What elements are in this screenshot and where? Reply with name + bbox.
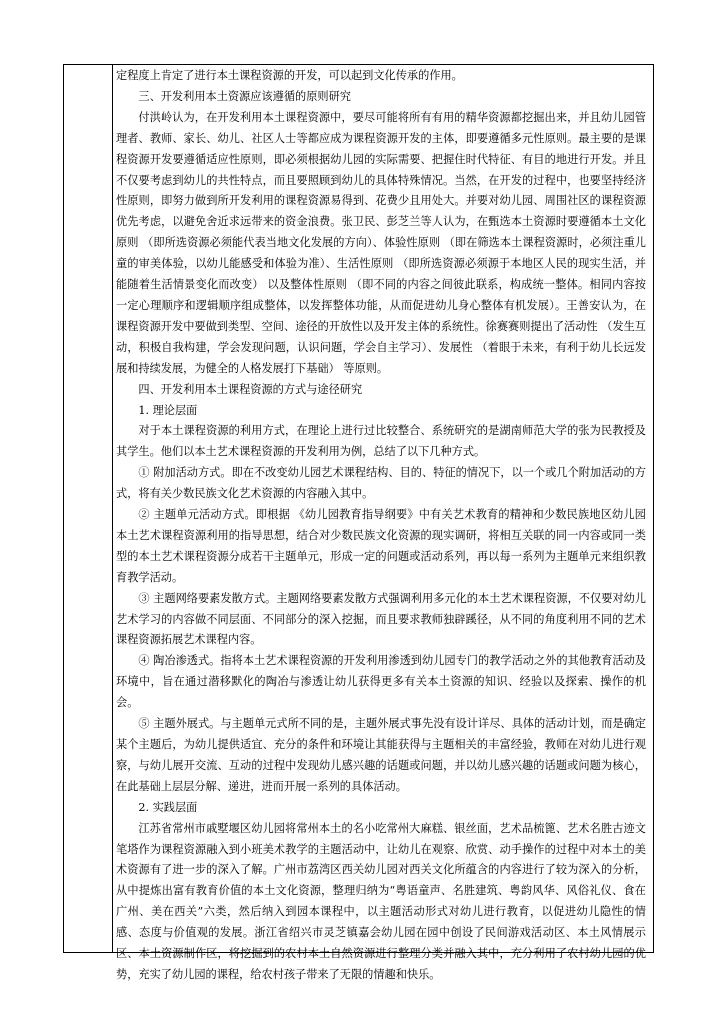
list-item-theme-unit: ② 主题单元活动方式。即根据 《幼儿园教育指导纲要》中有关艺术教育的精神和少数民族地区幼儿园本土艺术课程资源利用的指导思想，结合对少数民族文化资源的现实调研，将相互关联的同一内容或同一类型的本土艺术课程资源分成若干主题单元，形成一定的问题或活动系列，再以每一系列为主题单元来组织教育教学活动。 xyxy=(116,508,646,584)
column-divider xyxy=(112,65,113,952)
paragraph-principles: 付洪岭认为，在开发利用本土课程资源中，要尽可能将所有有用的精华资源都挖掘出来，并且幼儿园管理者、教师、家长、幼儿、社区人士等都应成为课程资源开发的主体，即要遵循多元性原则。最主要的是课程资源开发要遵循适应性原则，即必须根据幼儿园的实际需要、把握住时代特征、有目的地进行开发。并且不仅要考虑到幼儿的共性特点，而且要照顾到幼儿的具体特殊情况。当然，在开发的过程中，也要坚持经济性原则，即努力做到所开发利用的课程资源易得到、花费少且用处大。并要对幼儿园、周围社区的课程资源优先考虑，以避免舍近求远带来的资金浪费。张卫民、彭芝兰等人认为，在甄选本土资源时要遵循本土文化原则 （即所选资源必须能代表当地文化发展的方向）、体验性原则 （即在筛选本土课程资源时，必须注重儿童的审美体验，以幼儿能感受和体验为准）、生活性原则 （即所选资源必须源于本地区人民的现实生活，并能随着生活情景变化而改变） 以及整体性原则 （即不同的内容之间彼此联系，构成统一整体。相同内容按一定心理顺序和逻辑顺序组成整体，以发挥整体功能，从而促进幼儿身心整体有机发展）。王善安认为，在课程资源开发中要做到类型、空间、途径的开放性以及开发主体的系统性。徐赛赛则提出了活动性 （发生互动，积极自我构建，学会发现问题，认识问题，学会自主学习）、发展性 （着眼于未来，有利于幼儿长远发展和持续发展，为健全的人格发展打下基础） 等原则。 xyxy=(116,110,646,375)
paragraph-practice: 江苏省常州市戚墅堰区幼儿园将常州本土的名小吃常州大麻糕、银丝面，艺术品梳篦、艺术名胜古迹文笔塔作为课程资源融入到小班美术教学的主题活动中，让幼儿在观察、欣赏、动手操作的过程中对本土的美术资源有了进一步的深入了解。广州市荔湾区西关幼儿园对西关文化所蕴含的内容进行了较为深入的分析，从中提炼出富有教育价值的本土文化资源，整理归纳为“粤语童声、名胜建筑、粤韵风华、风俗礼仪、食在广州、美在西关”六类，然后纳入到园本课程中，以主题活动形式对幼儿进行教育，以促进幼儿隐性的情感、态度与价值观的发展。浙江省绍兴市灵芝镇嘉会幼儿园在园中创设了民间游戏活动区、本土风情展示区、本土资源制作区，将挖掘到的农村本土自然资源进行整理分类并融入其中，充分利用了农村幼儿园的优势，充实了幼儿园的课程，给农村孩子带来了无限的情趣和快乐。 xyxy=(116,821,646,981)
subheading-practice: 2. 实践层面 xyxy=(138,800,198,814)
list-item-infiltration: ④ 陶冶渗透式。指将本土艺术课程资源的开发利用渗透到幼儿园专门的教学活动之外的其他教育活动及环境中，旨在通过潜移默化的陶冶与渗透让幼儿获得更多有关本土资源的知识、经验以及探索、操作的机会。 xyxy=(116,654,646,710)
section-heading-methods: 四、开发利用本土课程资源的方式与途径研究 xyxy=(138,382,363,396)
list-item-theme-outreach: ⑤ 主题外展式。与主题单元式所不同的是，主题外展式事先没有设计详尽、具体的活动计划，而是确定某个主题后，为幼儿提供适宜、充分的条件和环境让其能获得与主题相关的丰富经验，教师在对幼儿进行观察，与幼儿展开交流、互动的过程中发现幼儿感兴趣的话题或问题，并以幼儿感兴趣的话题或问题为核心，在此基础上层层分解、递进，进而开展一系列的具体活动。 xyxy=(116,717,646,793)
document-body xyxy=(116,66,646,986)
list-item-additional-activity: ① 附加活动方式。即在不改变幼儿园艺术课程结构、目的、特征的情况下，以一个或几个附加活动的方式，将有关少数民族文化艺术资源的内容融入其中。 xyxy=(116,466,646,501)
section-heading-principles: 三、开发利用本土资源应该遵循的原则研究 xyxy=(138,89,351,103)
paragraph-continuation: 定程度上肯定了进行本土课程资源的开发，可以起到文化传承的作用。 xyxy=(116,69,463,82)
subheading-theory: 1. 理论层面 xyxy=(138,403,198,417)
paragraph-theory-intro: 对于本土课程资源的利用方式，在理论上进行过比较整合、系统研究的是湖南师范大学的张为民教授及其学生。他们以本土艺术课程资源的开发利用为例，总结了以下几种方式。 xyxy=(116,424,646,459)
list-item-theme-network: ③ 主题网络要素发散方式。主题网络要素发散方式强调利用多元化的本土艺术课程资源，不仅要对幼儿艺术学习的内容做不同层面、不同部分的深入挖掘，而且要求教师独辟蹊径，从不同的角度利用不同的艺术课程资源拓展艺术课程内容。 xyxy=(116,591,646,647)
